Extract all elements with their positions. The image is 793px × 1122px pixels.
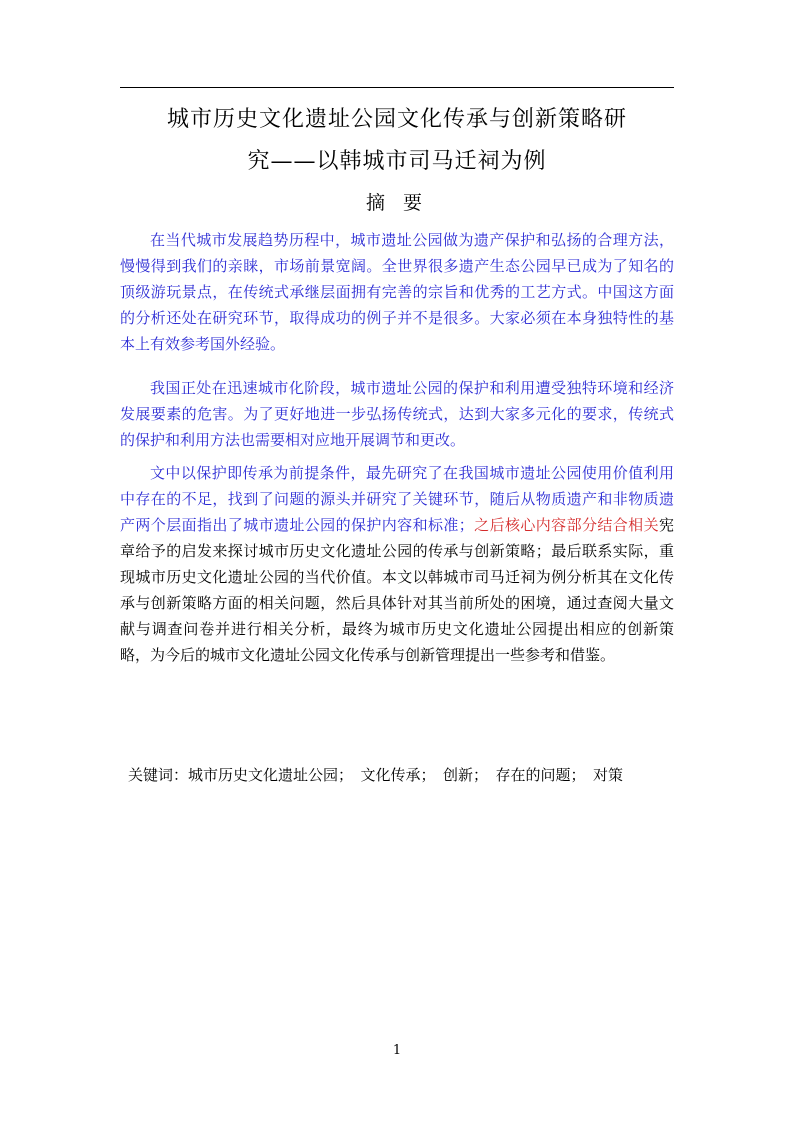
title-line-1: 城市历史文化遗址公园文化传承与创新策略研 <box>166 107 627 132</box>
paragraph-3-red-text: 之后核心内容部分结合相关 <box>473 516 659 534</box>
abstract-paragraph-1: 在当代城市发展趋势历程中，城市遗址公园做为遗产保护和弘扬的合理方法，慢慢得到我们的亲睐，市场前景宽阔。全世界很多遗产生态公园早已成为了知名的顶级游玩景点，在传统式承继层面拥有完善的宗旨和优秀的工艺方式。中国这方面的分析还处在研究环节，取得成功的例子并不是很多。大家必须在本身独特性的基本上有效参考国外经验。 <box>120 231 674 353</box>
header-rule <box>120 87 674 88</box>
abstract-paragraph-2: 我国正处在迅速城市化阶段，城市遗址公园的保护和利用遭受独特环境和经济发展要素的危害。为了更好地进一步弘扬传统式，达到大家多元化的要求，传统式的保护和利用方法也需要相对应地开展调节和更改。 <box>120 379 674 449</box>
title-line-2: 究——以韩城市司马迁祠为例 <box>247 149 547 174</box>
abstract-paragraph-3 <box>120 460 674 668</box>
abstract-heading: 摘 要 <box>365 192 429 214</box>
paragraph-3-blue-text: 文中以保护即传承为前提条件，最先研究了在我国城市遗址公园使用价值利用中存在的不足，找到了问题的源头并研究了关键环节，随后从物质遗产和非物质遗产两个层面指出了城市遗址公园的保护内容和标准； <box>120 464 674 534</box>
paragraph-3-black-text: 宪章给予的启发来探讨城市历史文化遗址公园的传承与创新策略；最后联系实际，重现城市历史文化遗址公园的当代价值。本文以韩城市司马迁祠为例分析其在文化传承与创新策略方面的相关问题，然后具体针对其当前所处的困境，通过查阅大量文献与调查问卷并进行相关分析，最终为城市历史文化遗址公园提出相应的创新策略，为今后的城市文化遗址公园文化传承与创新管理提出一些参考和借鉴。 <box>120 516 674 664</box>
keywords-line: 关键词：城市历史文化遗址公园； 文化传承； 创新； 存在的问题； 对策 <box>128 766 624 784</box>
page-number: 1 <box>392 1043 402 1058</box>
